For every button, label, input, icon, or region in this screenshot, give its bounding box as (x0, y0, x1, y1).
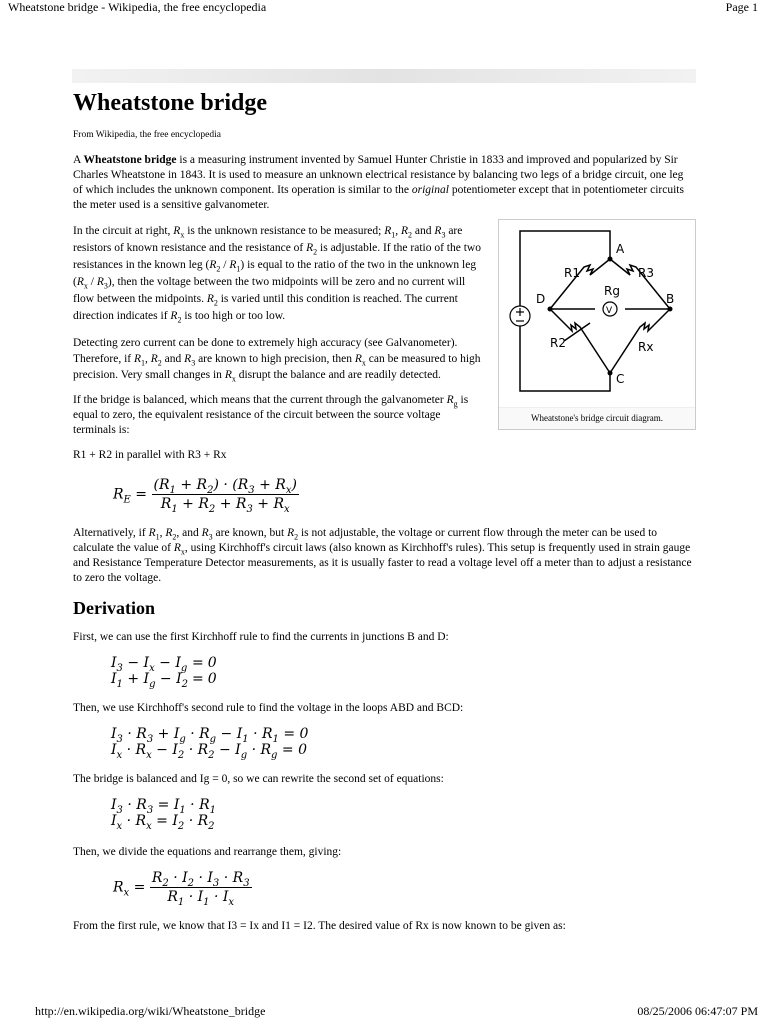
loop-equations: $I_3 \cdot R_3 + I_g \cdot R_g - I_1 \cdot R_1 = 0$ $I_x \cdot R_x - I_2 \cdot R_2 - I_g \cdot R_g = 0$ (111, 726, 309, 761)
alternative-paragraph: Alternatively, if $R_1$, $R_2$, and $R_3$ are known, but $R_2$ is not adjustable, the voltage or current flow through the meter can be used to calculate the value of $R_x$, using Kirchhoff's circuit laws (also known as Kirchhoff's rules). This setup is frequently used in strain gauge and Resistance Temperature Detector measurements, as it is usually faster to read a voltage level off a meter than to adjust a resistance to zero the voltage. (73, 527, 692, 584)
balanced-equations: $I_3 \cdot R_3 = I_1 \cdot R_1$ $I_x \cdot R_x = I_2 \cdot R_2$ (111, 797, 217, 832)
divide-paragraph: Then, we divide the equations and rearrange them, giving: (73, 846, 342, 858)
wheatstone-circuit-diagram (502, 223, 690, 399)
node-label-b: B (666, 292, 675, 306)
print-header-page: Page 1 (725, 0, 758, 14)
junction-equations: $I_3 - I_x - I_g$ = 0 $I_1 + I_g - I_2$ = 0 (111, 655, 217, 690)
derivation-heading: Derivation (73, 598, 155, 618)
first-rule-paragraph: From the first rule, we know that I3 = Ix and I1 = I2. The desired value of Rx is now known to be given as: (73, 920, 566, 932)
print-footer-url[interactable]: http://en.wikipedia.org/wiki/Wheatstone_bridge (35, 1004, 266, 1018)
circuit-paragraph: In the circuit at right, $R_x$ is the unknown resistance to be measured; $R_1$, $R_2$ and $R_3$ are resistors of known resistance and the resistance of $R_2$ is adjustable. If the ratio of the two resistances in the known leg $(R_2 / R_1)$ is equal to the ratio of the two in the unknown leg $(R_x / R_3)$, then the voltage between the two midpoints will be zero and no current will flow between the midpoints. $R_2$ is varied until this condition is reached. The current direction indicates if $R_2$ is too high or too low. (73, 225, 481, 325)
node-label-c: C (616, 372, 625, 386)
article-title: Wheatstone bridge (73, 90, 267, 116)
equivalent-resistance-formula: $R_E$ = $\frac{(R_1 + R_2) \cdot (R_3 + R_x)}{R_1 + R_2 + R_3 + R_x}$ (113, 477, 297, 515)
print-header-title: Wheatstone bridge - Wikipedia, the free encyclopedia (8, 0, 267, 14)
galvanometer-label: V (606, 306, 613, 316)
label-r1: R1 (564, 266, 580, 280)
intro-paragraph: A Wheatstone bridge is a measuring instrument invented by Samuel Hunter Christie in 1833 and improved and popularized by Sir Charles Wheatstone in 1843. It is used to measure an unknown electrical resistance by balancing two legs of a bridge circuit, one leg of which includes the unknown component. Its operation is similar to the original potentiometer except that in potentiometer circuits the meter used is a sensitive galvanometer. (73, 154, 684, 211)
article-source: From Wikipedia, the free encyclopedia (73, 130, 221, 140)
label-rx: Rx (638, 340, 654, 354)
kirchhoff-second-paragraph: Then, we use Kirchhoff's second rule to find the voltage in the loops ABD and BCD: (73, 702, 464, 714)
node-label-d: D (536, 292, 546, 306)
zero-current-paragraph: Detecting zero current can be done to extremely high accuracy (see Galvanometer). Therefore, if $R_1$, $R_2$ and $R_3$ are known to high precision, then $R_x$ can be measured to high precision. Very small changes in $R_x$ disrupt the balance and are readily detected. (73, 337, 481, 384)
article-content (73, 80, 693, 944)
label-r2: R2 (550, 336, 566, 350)
label-rg: Rg (604, 284, 620, 298)
print-footer (35, 1004, 758, 1020)
node-label-a: A (616, 242, 625, 256)
parallel-line: R1 + R2 in parallel with R3 + Rx (73, 449, 227, 461)
balanced-paragraph: If the bridge is balanced, which means that the current through the galvanometer $R_g$ is equal to zero, the equivalent resistance of the circuit between the source voltage terminals is: (73, 394, 469, 436)
circuit-figure (498, 219, 696, 430)
circuit-section (73, 223, 693, 438)
print-footer-timestamp: 08/25/2006 06:47:07 PM (637, 1004, 758, 1018)
rx-formula: $R_x$ = $\frac{R_2 \cdot I_2 \cdot I_3 \cdot R_3}{R_1 \cdot I_1 \cdot I_x}$ (113, 870, 250, 908)
balanced-rewrite-paragraph: The bridge is balanced and Ig = 0, so we can rewrite the second set of equations: (73, 773, 444, 785)
figure-caption: Wheatstone's bridge circuit diagram. (499, 407, 695, 429)
print-header (8, 0, 758, 16)
kirchhoff-first-paragraph: First, we can use the first Kirchhoff rule to find the currents in junctions B and D: (73, 631, 449, 643)
label-r3: R3 (638, 266, 654, 280)
